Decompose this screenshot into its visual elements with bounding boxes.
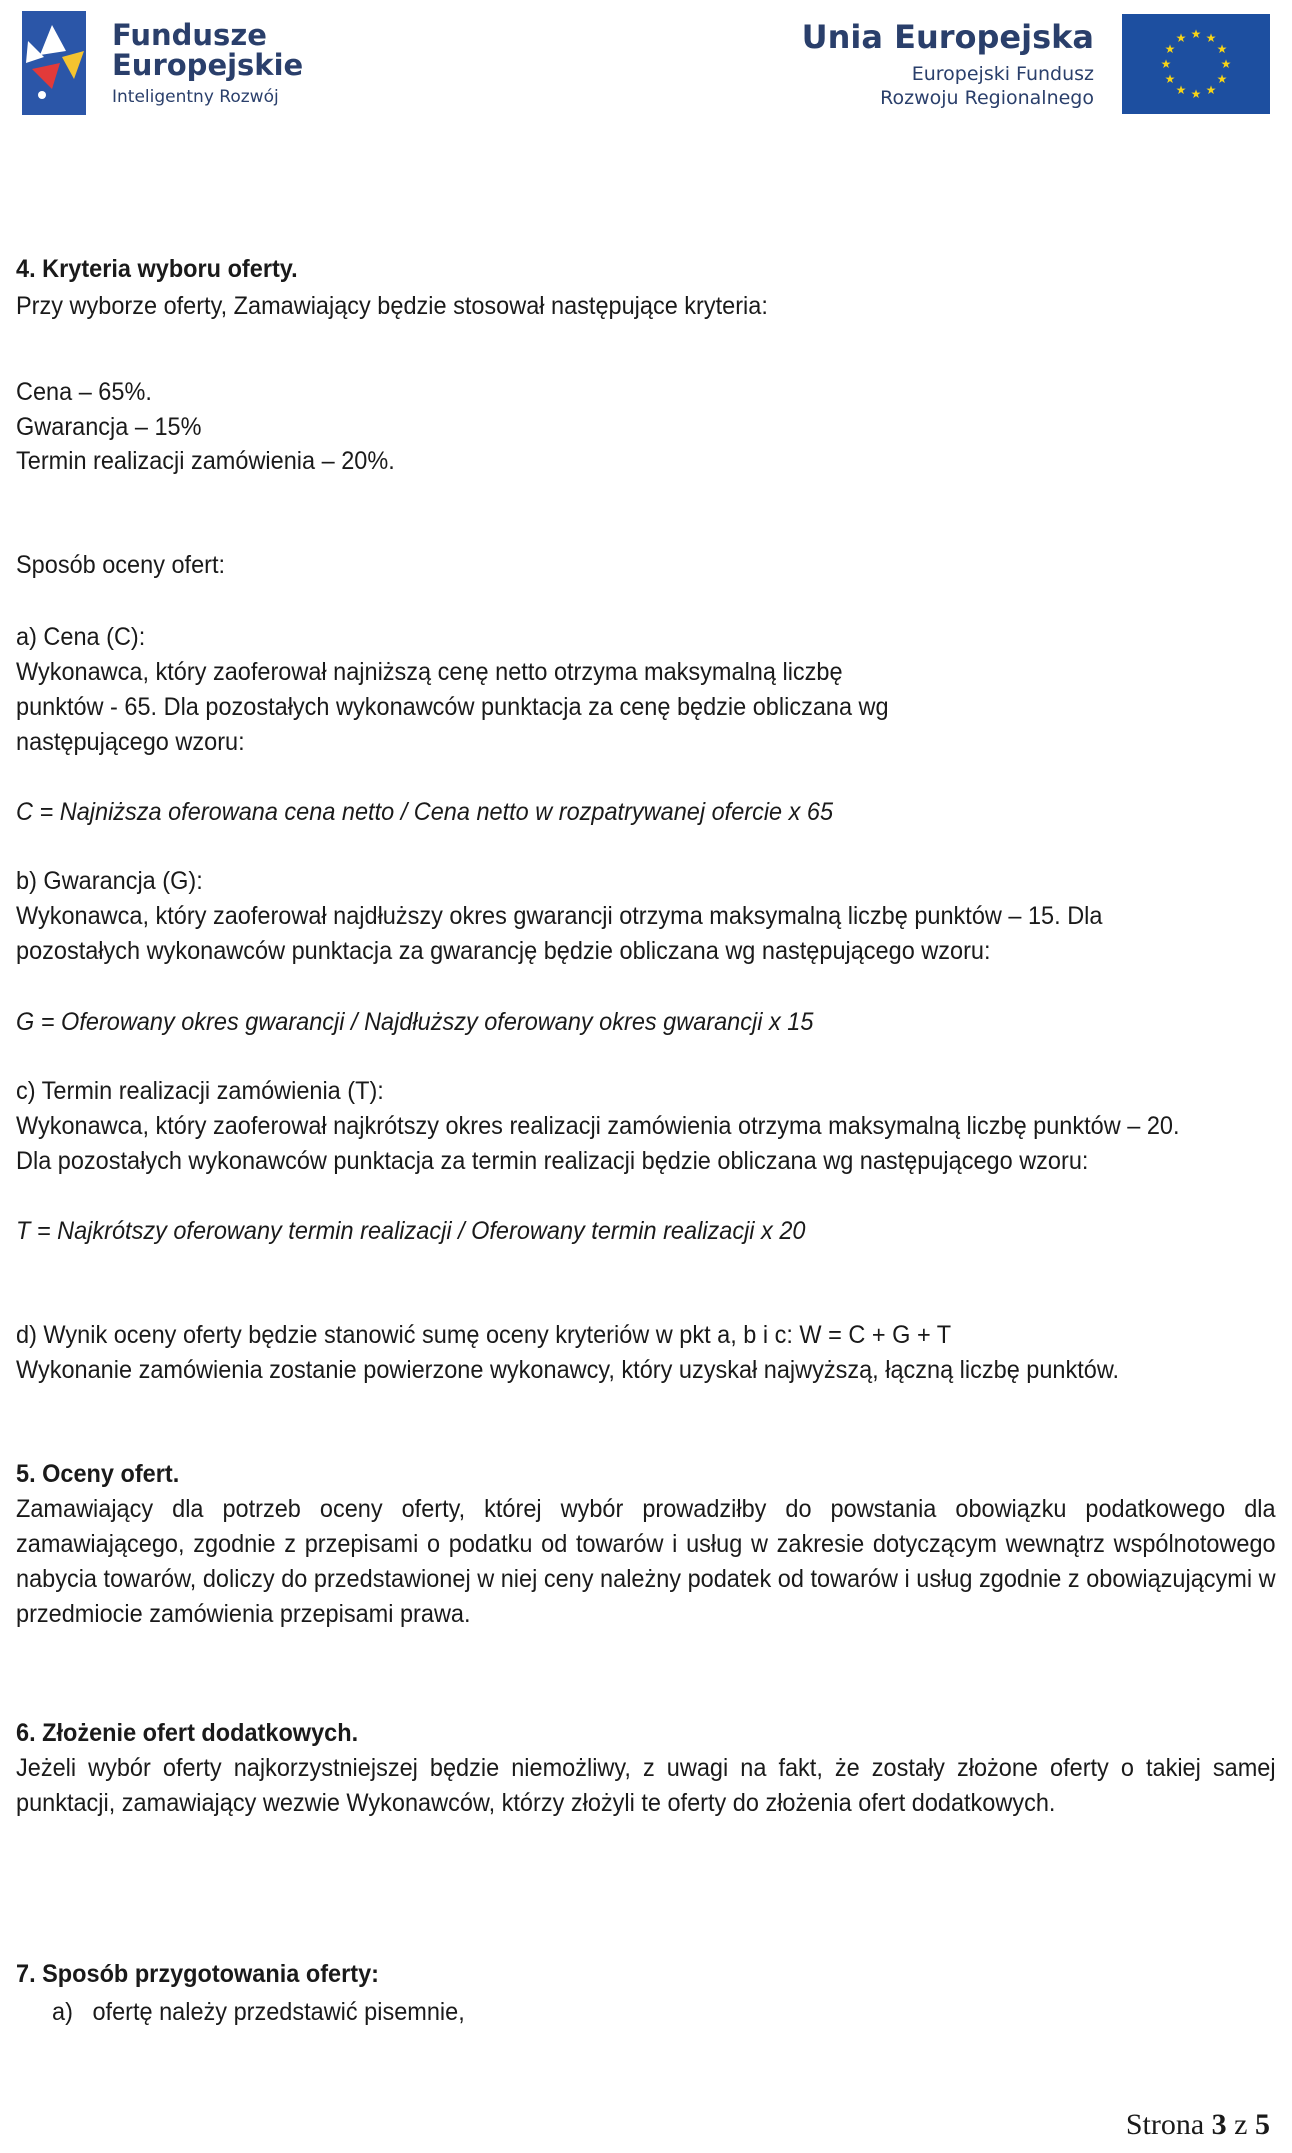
eu-flag-icon: [1122, 14, 1270, 114]
unia-europejska-text: [802, 17, 1094, 111]
svg-text:★: ★: [1164, 42, 1176, 56]
criterion-c-desc-line2: Dla pozostałych wykonawców punktacja za termin realizacji będzie obliczana wg następującego wzoru:: [16, 1147, 1089, 1175]
criterion-b-desc-line2: pozostałych wykonawców punktacja za gwarancję będzie obliczana wg następującego wzoru:: [16, 937, 991, 965]
svg-text:★: ★: [1205, 83, 1217, 97]
ue-title: Unia Europejska: [801, 18, 1094, 57]
criterion-c-formula: T = Najkrótszy oferowany termin realizacji / Oferowany termin realizacji x 20: [16, 1217, 806, 1245]
header-right: [802, 12, 1270, 116]
method-title: Sposób oceny ofert:: [16, 551, 226, 579]
criterion-c-desc-line1: Wykonawca, który zaoferował najkrótszy okres realizacji zamówienia otrzyma maksymalną liczbę punktów – 20.: [16, 1112, 1180, 1140]
ue-sub-line1: Europejski Fundusz: [911, 63, 1094, 86]
svg-text:★: ★: [1190, 27, 1202, 41]
svg-text:★: ★: [1175, 83, 1187, 97]
header-left: [22, 8, 303, 118]
svg-text:★: ★: [1205, 31, 1217, 45]
fe-title-line1: Fundusze: [112, 17, 267, 52]
criterion-a-desc-line3: następującego wzoru:: [16, 728, 245, 756]
section6-heading: 6. Złożenie ofert dodatkowych.: [16, 1719, 359, 1747]
page-number: [1126, 2108, 1270, 2142]
section4-intro: Przy wyborze oferty, Zamawiający będzie stosował następujące kryteria:: [16, 292, 768, 320]
criterion-a-desc-line2: punktów - 65. Dla pozostałych wykonawców punktacja za cenę będzie obliczana wg: [16, 693, 889, 721]
criterion-b-formula: G = Oferowany okres gwarancji / Najdłuższy oferowany okres gwarancji x 15: [16, 1008, 814, 1036]
svg-text:★: ★: [1160, 57, 1172, 71]
section5-body: Zamawiający dla potrzeb oceny oferty, której wybór prowadziłby do powstania obowiązku podatkowego dla zamawiającego, zgodnie z przepisami o podatku od towarów i usług w zakresie dotyczącym wewnątrz wspólnotowego nabycia towarów, doliczy do przedstawionej w niej ceny należny podatek od towarów i usług zgodnie z obowiązującymi w przedmiocie zamówienia przepisami prawa.: [16, 1495, 1276, 1628]
criterion-warranty: Gwarancja – 15%: [16, 413, 202, 441]
criterion-c-title: c) Termin realizacji zamówienia (T):: [16, 1077, 384, 1105]
section7-heading: 7. Sposób przygotowania oferty:: [16, 1960, 379, 1988]
ue-sub-line2: Rozwoju Regionalnego: [880, 87, 1094, 109]
criterion-price: Cena – 65%.: [16, 378, 152, 406]
page-number-prefix: Strona: [1125, 2108, 1205, 2141]
criterion-a-desc-line1: Wykonawca, który zaoferował najniższą cenę netto otrzyma maksymalną liczbę: [16, 658, 843, 686]
page-number-sep: z: [1234, 2108, 1248, 2141]
svg-text:★: ★: [1216, 72, 1228, 86]
svg-text:★: ★: [1164, 72, 1176, 86]
page-number-total: 5: [1255, 2108, 1270, 2141]
svg-text:★: ★: [1190, 87, 1202, 101]
section6-body: Jeżeli wybór oferty najkorzystniejszej będzie niemożliwy, z uwagi na fakt, że zostały złożone oferty o takiej samej punktacji, zamawiający wezwie Wykonawców, którzy złożyli te oferty do złożenia ofert dodatkowych.: [16, 1754, 1276, 1817]
result-line1: d) Wynik oceny oferty będzie stanowić sumę oceny kryteriów w pkt a, b i c: W = C + G + T: [16, 1321, 952, 1349]
section4-heading: 4. Kryteria wyboru oferty.: [16, 255, 298, 283]
section7-item-a: a) ofertę należy przedstawić pisemnie,: [52, 1998, 465, 2026]
fe-subtitle: Inteligentny Rozwój: [112, 86, 279, 107]
criterion-a-formula: C = Najniższa oferowana cena netto / Cena netto w rozpatrywanej ofercie x 65: [16, 798, 834, 826]
criterion-b-title: b) Gwarancja (G):: [16, 867, 203, 895]
fe-title-line2: Europejskie: [112, 48, 304, 83]
criterion-b-desc-line1: Wykonawca, który zaoferował najdłuższy okres gwarancji otrzyma maksymalną liczbę punktów – 15. Dla: [16, 902, 1103, 930]
result-line2: Wykonanie zamówienia zostanie powierzone wykonawcy, który uzyskał najwyższą, łączną liczbę punktów.: [16, 1356, 1120, 1384]
svg-text:★: ★: [1220, 57, 1232, 71]
page-number-current: 3: [1211, 2108, 1227, 2141]
section5-heading: 5. Oceny ofert.: [16, 1460, 180, 1488]
svg-text:★: ★: [1216, 42, 1228, 56]
fundusze-europejskie-text: [112, 17, 304, 107]
criterion-deadline: Termin realizacji zamówienia – 20%.: [16, 447, 395, 475]
criterion-a-title: a) Cena (C):: [16, 623, 146, 651]
svg-text:★: ★: [1175, 31, 1187, 45]
fundusze-europejskie-logo-icon: [22, 11, 86, 115]
